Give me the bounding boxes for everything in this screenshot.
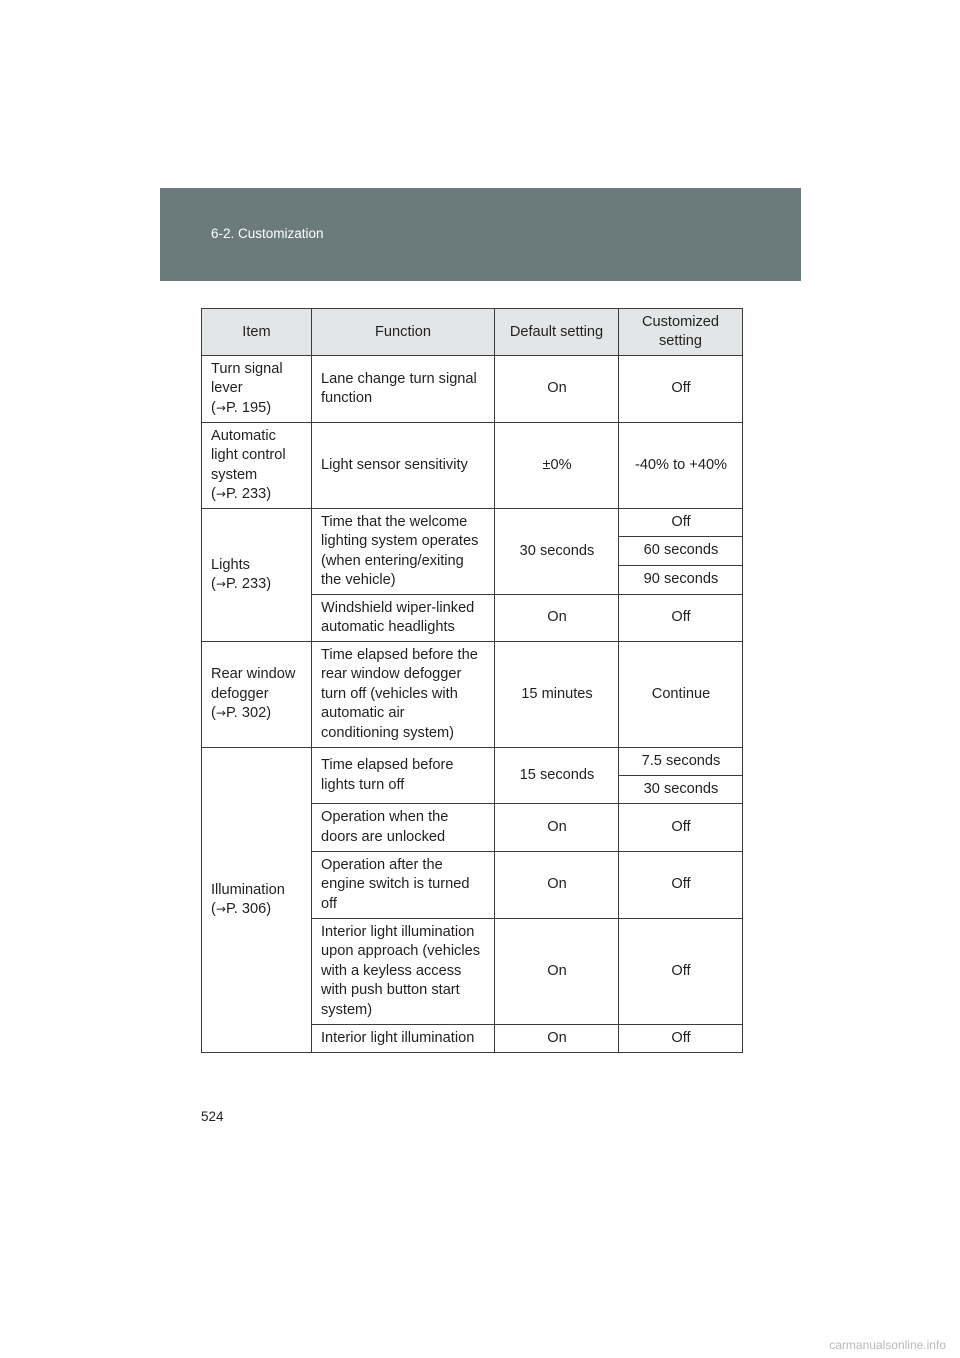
arrow-icon: →: [215, 487, 226, 501]
default-cell: On: [495, 356, 619, 423]
page-ref: P. 306: [225, 901, 267, 917]
table-header-row: [202, 309, 743, 356]
arrow-icon: →: [215, 577, 226, 591]
page-ref: P. 302: [225, 705, 267, 722]
item-cell: Illumination (→P. 306): [202, 748, 312, 1053]
function-cell: Operation after the engine switch is turned off: [312, 852, 495, 919]
function-cell: Lane change turn signal function: [312, 356, 495, 423]
table-row: [202, 356, 743, 423]
table-row: [202, 509, 743, 537]
custom-cell: 90 seconds: [619, 566, 743, 595]
custom-cell: -40% to +40%: [619, 423, 743, 509]
default-cell: On: [495, 919, 619, 1025]
page-number: 524: [201, 1109, 224, 1124]
header-default-setting: Default setting: [495, 309, 619, 356]
function-cell: Time elapsed before the rear window defogger turn off (vehicles with automatic air conditioning system): [312, 642, 495, 748]
custom-cell: Off: [619, 509, 743, 537]
item-label: Lights: [211, 556, 250, 573]
custom-cell: Off: [619, 919, 743, 1025]
item-cell: Lights (→P. 233): [202, 509, 312, 642]
table-row: [202, 642, 743, 748]
default-cell: 15 minutes: [495, 642, 619, 748]
custom-cell: 30 seconds: [619, 776, 743, 804]
default-cell: 30 seconds: [495, 509, 619, 595]
item-label: Rear window defogger: [211, 666, 296, 702]
custom-cell: 7.5 seconds: [619, 748, 743, 776]
custom-cell: Off: [619, 1025, 743, 1053]
item-cell: Automatic light control system (→P. 233): [202, 423, 312, 509]
default-cell: On: [495, 595, 619, 642]
table-row: [202, 748, 743, 776]
default-cell: ±0%: [495, 423, 619, 509]
item-label: Turn signal lever: [211, 360, 283, 397]
page-ref: P. 195: [225, 399, 267, 416]
function-cell: Interior light illumination upon approach (vehicles with a keyless access with push button start system): [312, 919, 495, 1025]
custom-cell: Off: [619, 852, 743, 919]
item-label: Automatic light control system: [211, 427, 286, 483]
custom-cell: Off: [619, 356, 743, 423]
custom-cell: Continue: [619, 642, 743, 748]
default-cell: On: [495, 804, 619, 852]
customization-table: [201, 308, 743, 1053]
custom-cell: 60 seconds: [619, 537, 743, 566]
watermark: carmanualsonline.info: [829, 1338, 946, 1352]
table-row: [202, 423, 743, 509]
function-cell: Light sensor sensitivity: [312, 423, 495, 509]
header-item: Item: [202, 309, 312, 356]
function-cell: Time elapsed before lights turn off: [312, 748, 495, 804]
item-label: Illumination: [211, 881, 285, 898]
page-ref: P. 233: [225, 576, 267, 592]
section-title: 6-2. Customization: [211, 226, 324, 241]
header-function: Function: [312, 309, 495, 356]
default-cell: On: [495, 852, 619, 919]
arrow-icon: →: [215, 902, 226, 916]
custom-cell: Off: [619, 595, 743, 642]
function-cell: Operation when the doors are unlocked: [312, 804, 495, 852]
function-cell: Windshield wiper-linked automatic headlights: [312, 595, 495, 642]
item-cell: Rear window defogger (→P. 302): [202, 642, 312, 748]
default-cell: 15 seconds: [495, 748, 619, 804]
arrow-icon: →: [215, 400, 226, 415]
custom-cell: Off: [619, 804, 743, 852]
function-cell: Interior light illumination: [312, 1025, 495, 1053]
header-customized-setting: Customized setting: [619, 309, 743, 356]
item-cell: Turn signal lever (→P. 195): [202, 356, 312, 423]
default-cell: On: [495, 1025, 619, 1053]
function-cell: Time that the welcome lighting system operates (when entering/exiting the vehicle): [312, 509, 495, 595]
page-ref: P. 233: [225, 486, 267, 502]
arrow-icon: →: [215, 706, 226, 721]
